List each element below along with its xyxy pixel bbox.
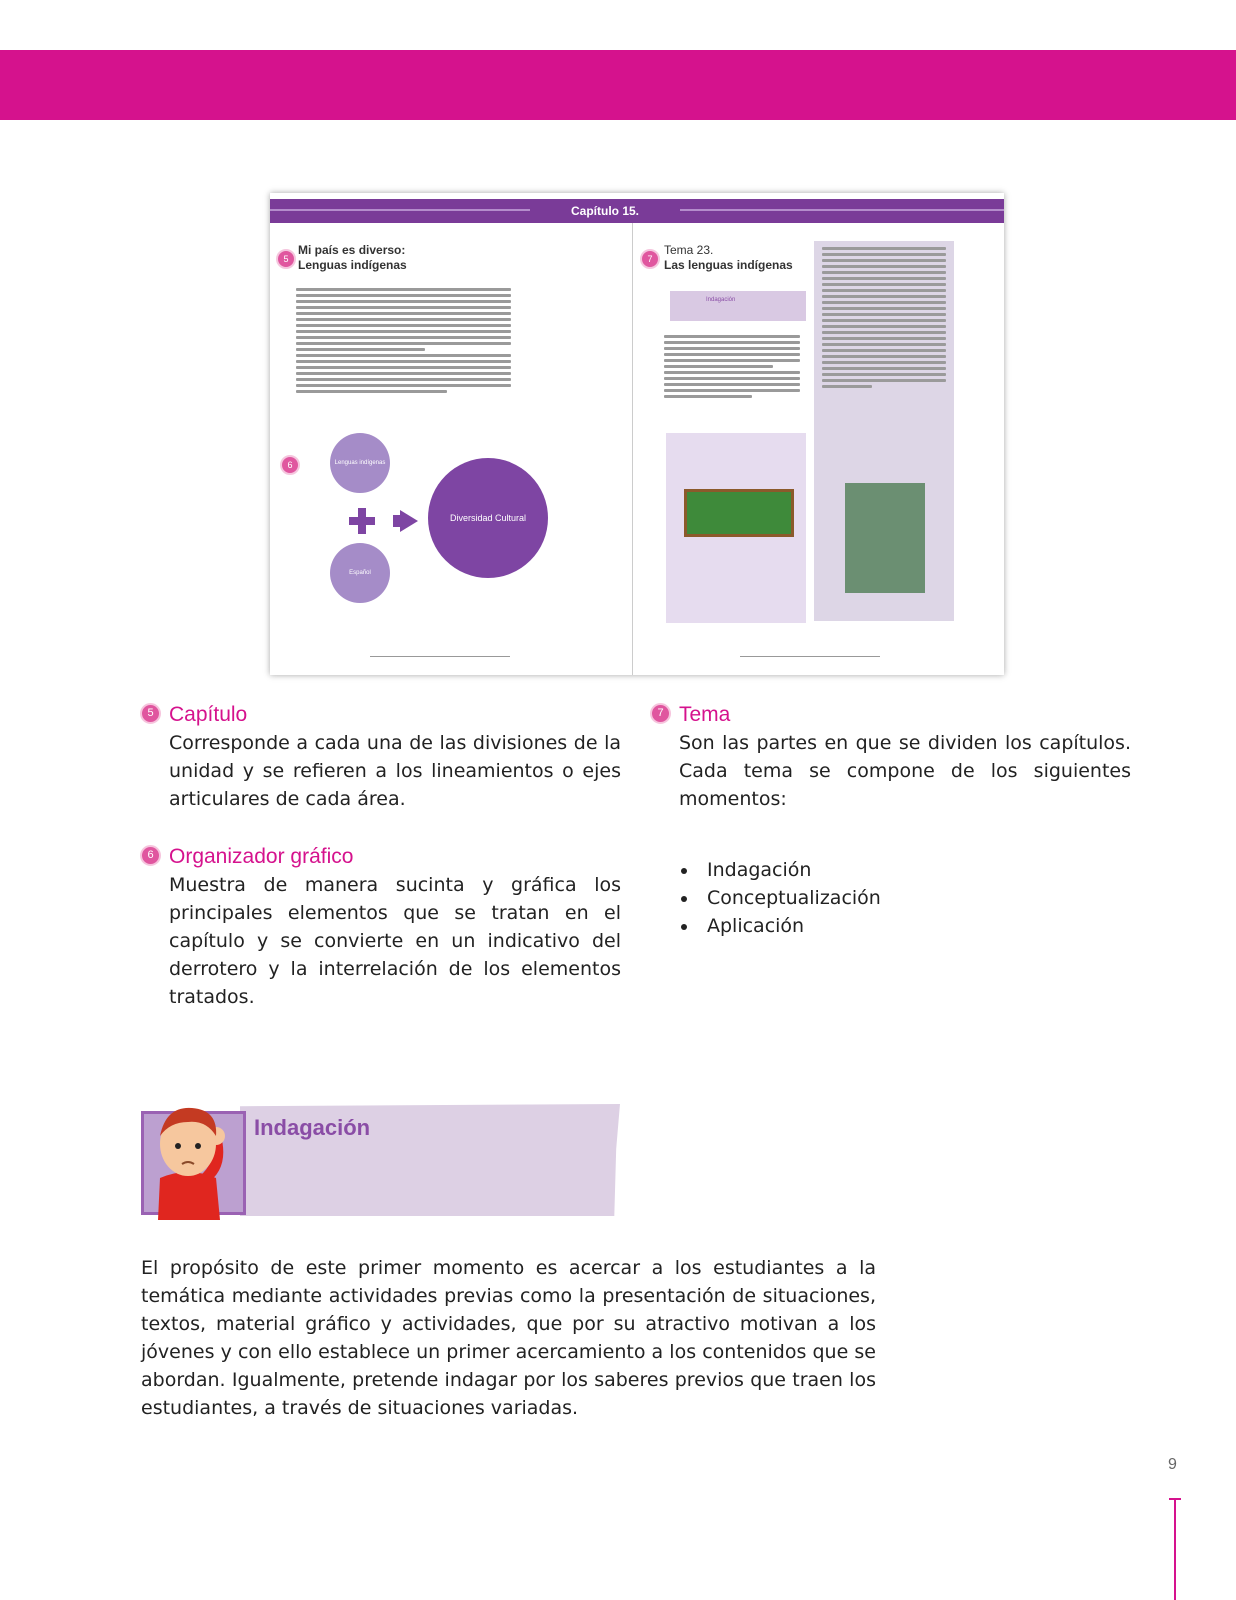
organizador-heading: Organizador gráfico <box>169 845 354 868</box>
indagacion-title: Indagación <box>254 1115 371 1140</box>
colombia-map <box>845 483 925 593</box>
left-page-number-badge: 5 <box>276 249 296 269</box>
bubble-lenguas-indigenas: Lenguas indígenas <box>330 433 390 493</box>
tema-description: Son las partes en que se dividen los capítulos. Cada tema se compone de los siguientes momentos: <box>679 732 1131 810</box>
capitulo-heading: Capítulo <box>169 703 248 726</box>
organizador-number-badge: 6 <box>140 845 161 866</box>
tema-heading: Tema <box>679 703 731 726</box>
chalkboard <box>684 489 794 537</box>
left-page-title: Mi país es diverso: Lenguas indígenas <box>298 243 407 272</box>
thinking-student-icon <box>136 1100 240 1220</box>
indagacion-mini-banner: Indagación <box>670 291 806 321</box>
chapter-label: Capítulo 15. <box>530 202 680 220</box>
left-page-text-lines <box>296 288 511 396</box>
list-item: • Conceptualización <box>699 884 881 912</box>
tema-number-badge: 7 <box>650 703 671 724</box>
bubble-espanol: Español <box>330 543 390 603</box>
organizador-description: Muestra de manera sucinta y gráfica los principales elementos que se tratan en el capítulo y se convierte en un indicativo del derrotero y la interrelación de los elementos tratados. <box>169 874 621 1008</box>
right-page-text-lines <box>664 335 800 401</box>
header-band <box>0 50 1236 120</box>
right-page-number-badge: 7 <box>640 249 660 269</box>
margin-line <box>1174 1498 1176 1600</box>
page-number: 9 <box>1168 1456 1177 1473</box>
chapter-band <box>270 199 1004 223</box>
capitulo-number-badge: 5 <box>140 703 161 724</box>
indagacion-body: El propósito de este primer momento es acercar a los estudiantes a la temática mediante actividades previas como la presentación de situaciones, textos, material gráfico y actividades, que por su atractivo motivan a los jóvenes y con ello establece un primer acercamiento a los contenidos que se abordan. Igualmente, pretende indagar por los saberes previos que traen los estudiantes, a través de situaciones variadas. <box>141 1257 876 1419</box>
capitulo-description: Corresponde a cada una de las divisiones de la unidad y se refieren a los lineamientos o ejes articulares de cada área. <box>169 732 621 810</box>
right-page-title: Tema 23. Las lenguas indígenas <box>664 243 793 272</box>
moments-list <box>679 856 881 940</box>
arrow-right-icon <box>400 510 418 532</box>
list-item: • Aplicación <box>699 912 881 940</box>
organizer-number-badge: 6 <box>280 455 300 475</box>
bubble-diversidad-cultural: Diversidad Cultural <box>428 458 548 578</box>
book-spread-preview <box>270 193 1004 675</box>
spread-fold <box>632 223 633 675</box>
classroom-illustration <box>666 433 806 623</box>
list-item: • Indagación <box>699 856 881 884</box>
